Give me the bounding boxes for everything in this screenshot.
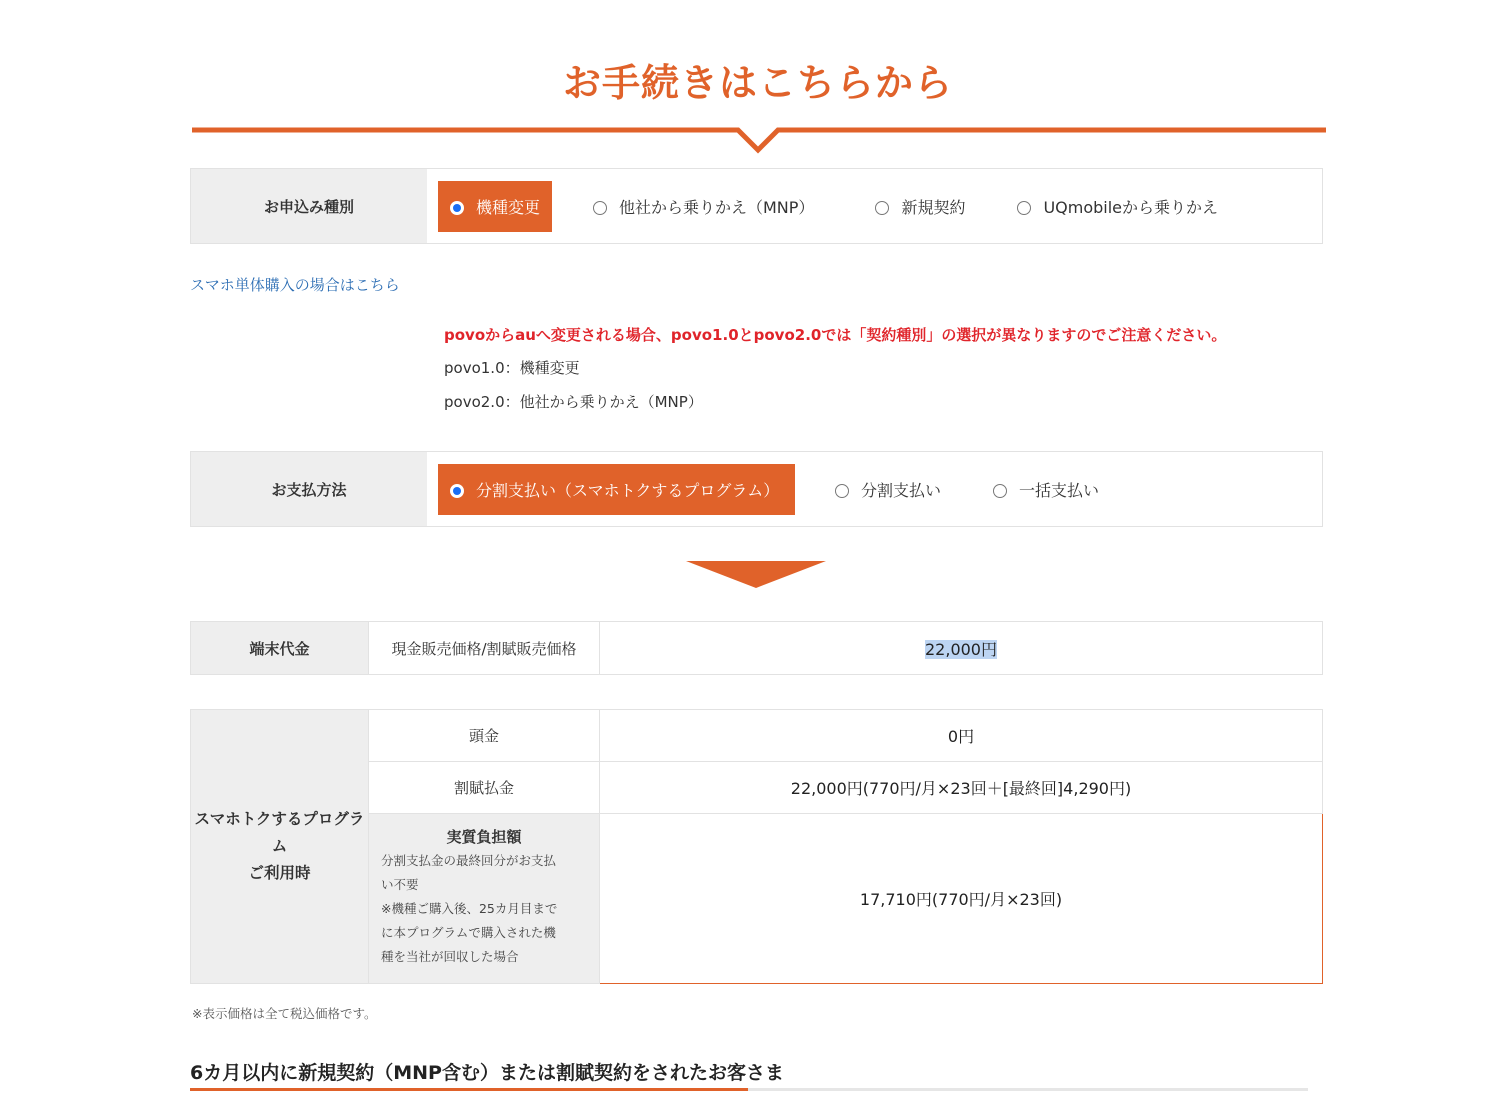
option-uqmobile[interactable]: UQmobileから乗りかえ [1017, 181, 1218, 232]
program-table [190, 709, 1323, 984]
effective-cost-cell [369, 814, 600, 984]
option-installment-program[interactable]: 分割支払い（スマホトクするプログラム） [438, 464, 795, 515]
option-mnp[interactable]: 他社から乗りかえ（MNP） [593, 181, 814, 232]
title-divider-arrow [0, 118, 1500, 168]
down-payment-label: 頭金 [369, 710, 600, 762]
option-lump-sum[interactable]: 一括支払い [993, 464, 1099, 515]
option-model-change[interactable]: 機種変更 [438, 181, 552, 232]
radio-icon[interactable] [1017, 201, 1031, 215]
program-label: スマホトクするプログラ ム ご利用時 [191, 710, 369, 984]
radio-icon[interactable] [593, 201, 607, 215]
radio-selected-icon[interactable] [450, 201, 464, 215]
device-price-value: 22,000円 [925, 639, 997, 659]
radio-icon[interactable] [993, 484, 1007, 498]
down-arrow-icon [686, 561, 826, 588]
effective-cost-label: 実質負担額 [446, 828, 522, 846]
installment-label: 割賦払金 [369, 762, 600, 814]
device-price-cell [600, 622, 1323, 675]
installment-value: 22,000円(770円/月×23回＋[最終回]4,290円) [600, 762, 1323, 814]
effective-cost-value: 17,710円(770円/月×23回) [600, 814, 1323, 984]
effective-cost-note: 分割支払金の最終回分がお支払 い不要 ※機種ご購入後、25カ月目まで に本プログラムで購入された機 種を当社が回収した場合 [381, 853, 558, 964]
povo-notes [444, 324, 1226, 425]
radio-selected-icon[interactable] [450, 484, 464, 498]
povo-warning: povoからauへ変更される場合、povo1.0とpovo2.0では「契約種別」の選択が異なりますのでご注意ください。 [444, 326, 1227, 344]
option-installment[interactable]: 分割支払い [835, 464, 941, 515]
application-type-label: お申込み種別 [191, 169, 427, 243]
section-divider-accent [190, 1088, 748, 1091]
section-title: 6カ月以内に新規契約（MNP含む）または割賦契約をされたお客さま [190, 1062, 784, 1084]
standalone-purchase-link[interactable]: スマホ単体購入の場合はこちら [190, 276, 400, 294]
application-type-row [190, 168, 1323, 244]
payment-method-label: お支払方法 [191, 452, 427, 526]
radio-icon[interactable] [875, 201, 889, 215]
povo2-note: povo2.0：他社から乗りかえ（MNP） [444, 393, 703, 411]
page-title: お手続きはこちらから [562, 61, 953, 105]
device-price-table [190, 621, 1323, 675]
device-price-label: 端末代金 [191, 622, 369, 675]
radio-icon[interactable] [835, 484, 849, 498]
povo1-note: povo1.0：機種変更 [444, 359, 580, 377]
payment-method-row [190, 451, 1323, 527]
payment-method-options [427, 452, 1322, 526]
device-price-sublabel: 現金販売価格/割賦販売価格 [369, 622, 600, 675]
option-new-contract[interactable]: 新規契約 [875, 181, 965, 232]
tax-footnote: ※表示価格は全て税込価格です。 [192, 1006, 377, 1021]
application-type-options [427, 169, 1322, 243]
down-payment-value: 0円 [600, 710, 1323, 762]
